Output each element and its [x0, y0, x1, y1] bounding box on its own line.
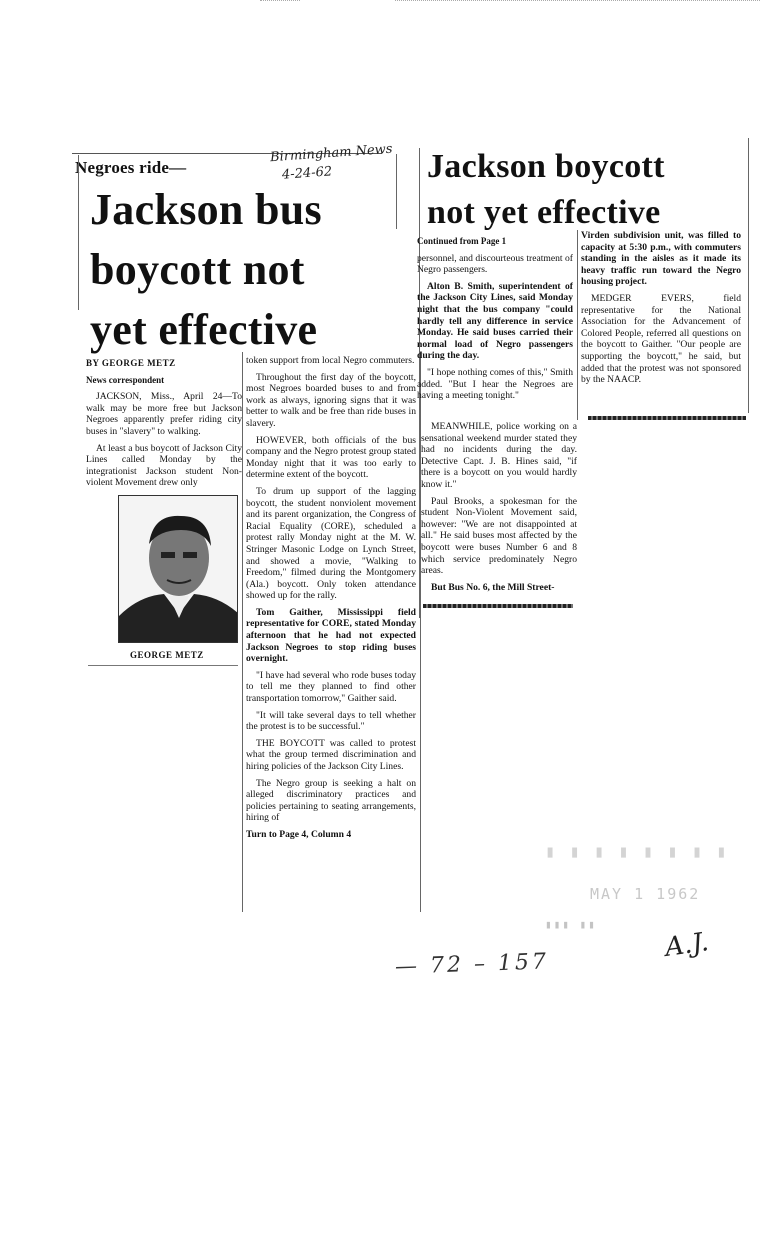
- handwritten-source: Birmingham News: [269, 141, 393, 166]
- headline-line-2: boycott not: [90, 245, 305, 294]
- paragraph: The Negro group is seeking a halt on alleged discriminatory practices and policies pertaining to seating arrangements, hiring of: [246, 777, 416, 824]
- paragraph: Throughout the first day of the boycott, most Negroes boarded buses to and from work as always, ignoring signs that it was better to walk and be free than ride buses in slavery.: [246, 371, 416, 429]
- turn-line: Turn to Page 4, Column 4: [246, 828, 352, 840]
- paragraph: "It will take several days to tell whether the protest is to be successful.": [246, 709, 416, 733]
- paragraph: THE BOYCOTT was called to protest what the group termed discrimination and hiring policies of the Jackson City Lines.: [246, 737, 416, 772]
- column-end-rule: [423, 604, 573, 608]
- top-edge-marks: [395, 0, 760, 3]
- paragraph: MEANWHILE, police working on a sensational weekend murder stated they had no incidents during the day. Detective Capt. J. B. Hines said, "if there is a boycott on you would hardly know it.": [421, 421, 577, 490]
- paragraph: To drum up support of the lagging boycott, the student nonviolent movement and its parent organization, the Congress of Racial Equality (CORE), scheduled a protest rally Monday night at the M. W. Stringer Masonic Lodge on Lynch Street, and showed a movie, "Walking to Freedom," filmed during the Montgomery (Ala.) boycott. Only token attendance showed up for the rally.: [246, 485, 416, 602]
- byline-role: News correspondent: [86, 374, 165, 385]
- paragraph: token support from local Negro commuters.: [246, 355, 415, 366]
- file-number: — 72 – 157: [394, 949, 550, 980]
- received-stamp: ▮ ▮ ▮ ▮ ▮ ▮ ▮ ▮: [545, 842, 729, 862]
- paragraph: personnel, and discourteous treatment of Negro passengers.: [417, 252, 573, 276]
- handwritten-initials: A.J.: [663, 927, 711, 963]
- paragraph: Virden subdivision unit, was filled to capacity at 5:30 p.m., with commuters standing in the aisles as it made its heavy traffic run toward the Negro housing project.: [581, 230, 741, 288]
- file-stamp: ▮▮▮ ▮▮: [545, 918, 597, 931]
- headline-line-2: not yet effective: [427, 194, 661, 231]
- continued-tag: Continued from Page 1: [417, 236, 507, 246]
- paragraph: Alton B. Smith, superintendent of the Jackson City Lines, said Monday night that the bus company "could hardly tell any difference in service Monday. He said buses carried their normal load of Negro passengers during the day.: [417, 280, 573, 362]
- paragraph: But Bus No. 6, the Mill Street-: [431, 581, 555, 593]
- paragraph: Tom Gaither, Mississippi field representative for CORE, stated Monday afternoon that he had not expected Jackson Negroes to stop riding buses overnight.: [246, 606, 416, 665]
- continued-column-1: [417, 236, 573, 407]
- handwritten-date: 4-24-62: [281, 164, 333, 183]
- byline: BY GEORGE METZ: [86, 358, 176, 368]
- photo-caption: GEORGE METZ: [130, 650, 204, 660]
- top-edge-marks: [260, 0, 300, 3]
- author-photo: [118, 495, 238, 643]
- continued-column-3: [421, 421, 577, 598]
- kicker: Negroes ride—: [75, 158, 187, 177]
- right-clipping: [413, 138, 758, 618]
- paragraph: JACKSON, Miss., April 24—To walk may be more free but Jackson Negroes apparently prefer riding city buses in "slavery" to walking.: [86, 391, 242, 437]
- left-clipping: [70, 140, 430, 910]
- article-column-1: [86, 358, 242, 494]
- paragraph: HOWEVER, both officials of the bus company and the Negro protest group stated Monday night that it was too early to determine extent of the boycott.: [246, 434, 416, 481]
- headline-line-1: Jackson bus: [90, 185, 322, 234]
- column-divider: [577, 230, 578, 420]
- headline: [90, 180, 390, 360]
- paragraph: Paul Brooks, a spokesman for the student Non-Violent Movement said, however: "We are not disappointed at all." He said buses most affected by the boycott were buses Number 6 and 8 which service predominately Negro areas.: [421, 495, 577, 577]
- paragraph: "I hope nothing comes of this," Smith added. "But I hear the Negroes are having a meeting tonight.": [417, 366, 573, 402]
- clip-edge-left: [78, 155, 79, 310]
- portrait-image: [119, 496, 238, 643]
- date-stamp: MAY 1 1962: [590, 885, 701, 903]
- paragraph: "I have had several who rode buses today to tell me they planned to find other transportation tomorrow," Gaither said.: [246, 669, 416, 705]
- column-end-rule: [588, 416, 746, 420]
- column-divider: [242, 352, 243, 912]
- paragraph: MEDGER EVERS, field representative for the National Association for the Advancement of Colored People, referred all questions on the boycott to Gaither. "Our people are supporting the boycott," he said, but added that the protest was not sponsored by the NAACP.: [581, 292, 741, 386]
- caption-rule: [88, 665, 238, 666]
- headline-line-1: Jackson boycott: [427, 148, 665, 185]
- clip-edge-right: [396, 154, 397, 229]
- paragraph: At least a bus boycott of Jackson City Lines called Monday by the integrationist Jackson student Non-violent Movement drew only: [86, 442, 242, 489]
- headline: [427, 144, 747, 236]
- article-column-2: [246, 355, 416, 846]
- continued-column-2: [581, 230, 741, 391]
- clip-edge-right: [748, 138, 749, 413]
- headline-line-3: yet effective: [90, 305, 318, 354]
